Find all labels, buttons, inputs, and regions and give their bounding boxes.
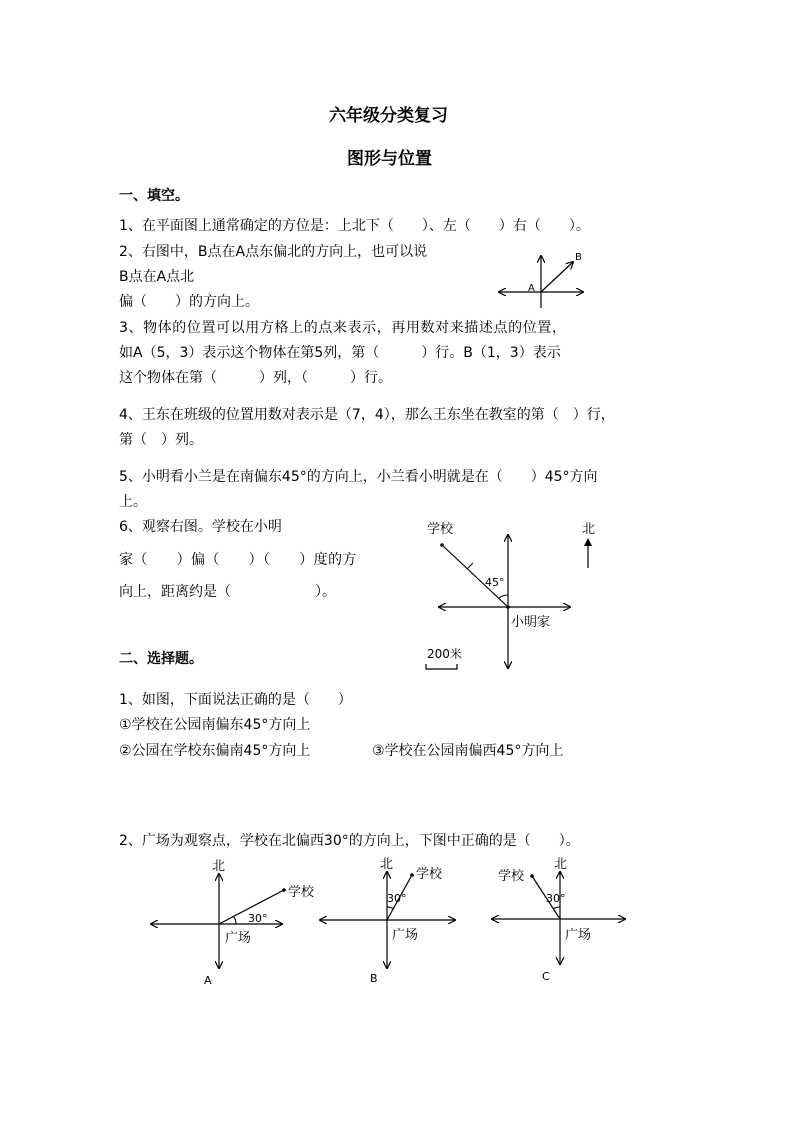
- angle-label: 30°: [387, 892, 407, 905]
- question-2-1-option-1: ①学校在公园南偏东45°方向上: [119, 717, 311, 733]
- question-1-5-line1: 5、小明看小兰是在南偏东45°的方向上，小兰看小明就是在（ ）45°方向: [119, 469, 598, 485]
- north-label: 北: [554, 857, 568, 872]
- question-2-1-option-2: ②公园在学校东偏南45°方向上: [119, 743, 311, 759]
- compass-figure-q6: [425, 515, 610, 675]
- school-point: [440, 543, 444, 547]
- question-1-3-line1: 3、物体的位置可以用方格上的点来表示，再用数对来描述点的位置，: [119, 320, 567, 336]
- angle-arc: [233, 916, 236, 924]
- question-1-2-line1: 2、右图中，B点在A点东偏北的方向上，也可以说: [119, 244, 428, 260]
- figure-label-b: B: [370, 972, 378, 985]
- page-subtitle: 图形与位置: [347, 149, 432, 169]
- school-label: 学校: [288, 885, 315, 900]
- angle-arc: [387, 907, 394, 909]
- figure-label-c: C: [542, 970, 550, 983]
- school-point: [282, 888, 286, 892]
- question-1-6-line3: 向上，距离约是（ ）。: [119, 584, 336, 600]
- question-1-2-line3: 偏（ ）的方向上。: [119, 294, 259, 310]
- north-label: 北: [582, 522, 596, 537]
- direction-ray-b: [541, 262, 573, 292]
- north-label: 北: [212, 859, 226, 874]
- question-1-3-line2: 如A（5，3）表示这个物体在第5列，第（ ）行。B（1，3）表示: [119, 345, 561, 361]
- page-title: 六年级分类复习: [329, 106, 448, 126]
- school-label: 学校: [416, 867, 443, 882]
- angle-label: 30°: [546, 892, 566, 905]
- question-1-4-line1: 4、王东在班级的位置用数对表示是（7，4），那么王东坐在教室的第（ ）行，: [119, 407, 615, 423]
- question-1-1: 1、在平面图上通常确定的方位是：上北下（ ）、左（ ）右（ ）。: [119, 218, 590, 234]
- angle-label: 45°: [485, 576, 505, 589]
- choice-figure-c: [490, 852, 650, 992]
- question-1-4-line2: 第（ ）列。: [119, 432, 203, 448]
- question-2-1-option-3: ③学校在公园南偏西45°方向上: [372, 743, 564, 759]
- question-1-5-line2: 上。: [119, 494, 147, 510]
- angle-label: 30°: [248, 912, 268, 925]
- school-point: [410, 873, 414, 877]
- scale-label: 200米: [427, 647, 462, 661]
- square-label: 广场: [225, 931, 252, 946]
- home-point: [506, 605, 510, 609]
- question-2-1: 1、如图，下面说法正确的是（ ）: [119, 692, 352, 708]
- angle-arc: [553, 907, 560, 909]
- figure-label-a: A: [204, 974, 212, 987]
- school-point: [530, 874, 534, 878]
- choice-figure-b: [318, 852, 478, 992]
- section-heading-fill: 一、填空。: [119, 188, 189, 204]
- square-label: 广场: [565, 928, 592, 943]
- school-label: 学校: [498, 869, 525, 884]
- school-label: 学校: [427, 522, 454, 537]
- square-label: 广场: [392, 928, 419, 943]
- question-1-3-line3: 这个物体在第（ ）列，（ ）行。: [119, 370, 392, 386]
- point-label-a: A: [528, 283, 535, 294]
- scale-bar: [426, 664, 457, 669]
- north-label: 北: [380, 857, 394, 872]
- compass-figure-q2: [495, 248, 595, 310]
- question-1-2-line2: B点在A点北: [119, 269, 195, 285]
- question-2-2: 2、广场为观察点，学校在北偏西30°的方向上，下图中正确的是（ ）。: [119, 833, 580, 849]
- section-heading-choice: 二、选择题。: [119, 651, 203, 667]
- point-label-b: B: [575, 252, 582, 263]
- home-label: 小明家: [511, 615, 551, 630]
- choice-figure-a: [148, 852, 323, 992]
- question-1-6-line1: 6、观察右图。学校在小明: [119, 519, 282, 535]
- scale-tick-mark: [467, 563, 473, 569]
- question-1-6-line2: 家（ ）偏（ ）（ ）度的方: [119, 552, 357, 568]
- angle-arc: [499, 595, 508, 598]
